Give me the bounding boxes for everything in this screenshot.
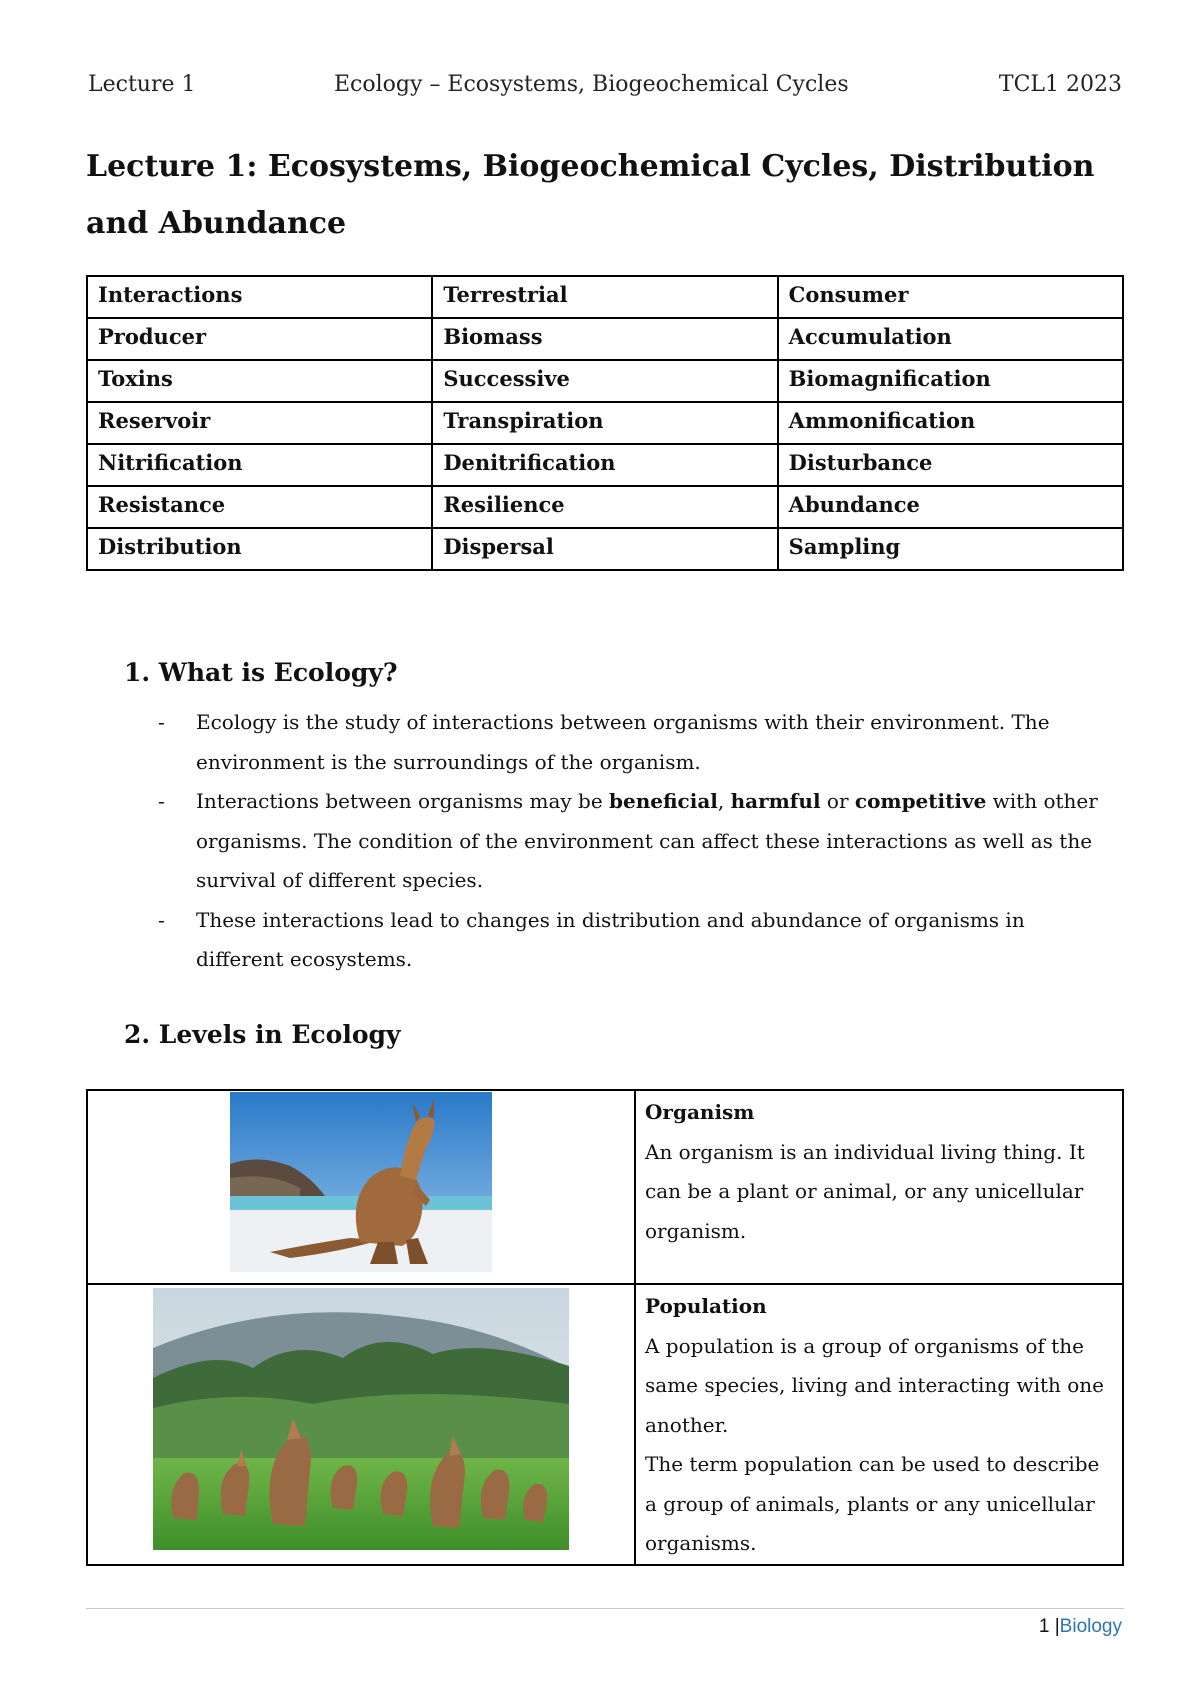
term-cell: Resistance	[87, 486, 432, 528]
term-cell: Transpiration	[432, 402, 777, 444]
bold-term-harmful: harmful	[730, 789, 821, 813]
term-cell: Resilience	[432, 486, 777, 528]
bullet-dash: -	[158, 789, 165, 813]
bullet-text-separator: or	[820, 789, 855, 813]
term-cell: Terrestrial	[432, 276, 777, 318]
bold-term-beneficial: beneficial	[609, 789, 718, 813]
term-cell: Consumer	[778, 276, 1123, 318]
table-row	[87, 360, 1123, 402]
level-title-population: Population	[645, 1294, 767, 1318]
kangaroo-on-beach-image	[230, 1092, 492, 1272]
term-cell: Disturbance	[778, 444, 1123, 486]
image-cell	[87, 1090, 635, 1284]
table-row-organism	[87, 1090, 1123, 1284]
term-cell: Reservoir	[87, 402, 432, 444]
term-cell: Ammonification	[778, 402, 1123, 444]
footer-divider	[86, 1608, 1124, 1609]
level-text-population-definition: A population is a group of organisms of the same species, living and interacting with one another.	[645, 1333, 1105, 1437]
table-row-population	[87, 1284, 1123, 1565]
footer-separator: |	[1054, 1616, 1060, 1637]
image-cell	[87, 1284, 635, 1565]
bullet-text: Ecology is the study of interactions between organisms with their environment. The environment is the surroundings of the organism.	[196, 710, 1050, 774]
term-cell: Biomass	[432, 318, 777, 360]
term-cell: Successive	[432, 360, 777, 402]
term-cell: Biomagnification	[778, 360, 1123, 402]
list-item	[158, 901, 1118, 980]
level-title-organism: Organism	[645, 1100, 755, 1124]
list-item	[158, 782, 1118, 901]
kangaroo-herd-image	[153, 1288, 569, 1550]
term-cell: Toxins	[87, 360, 432, 402]
table-row	[87, 276, 1123, 318]
term-cell: Distribution	[87, 528, 432, 570]
term-cell: Nitrification	[87, 444, 432, 486]
term-cell: Denitrification	[432, 444, 777, 486]
bullet-dash: -	[158, 710, 165, 734]
term-cell: Sampling	[778, 528, 1123, 570]
header-topic: Ecology – Ecosystems, Biogeochemical Cycles	[334, 72, 849, 97]
levels-table	[86, 1089, 1124, 1566]
page-footer	[1039, 1616, 1122, 1638]
bullet-text-intro: Interactions between organisms may be	[196, 789, 610, 813]
table-row	[87, 444, 1123, 486]
document-title: Lecture 1: Ecosystems, Biogeochemical Cycles, Distribution and Abundance	[86, 149, 1095, 241]
bullet-dash: -	[158, 907, 165, 932]
level-text-organism: An organism is an individual living thing. It can be a plant or animal, or any unicellular organism.	[645, 1139, 1085, 1243]
footer-subject: Biology	[1059, 1616, 1122, 1637]
bullet-text-rest: with other organisms. The condition of the environment can affect these interactions as well as the survival of different species.	[196, 789, 1098, 892]
table-row	[87, 402, 1123, 444]
table-row	[87, 486, 1123, 528]
bullet-text: These interactions lead to changes in distribution and abundance of organisms in different ecosystems.	[196, 907, 1025, 971]
term-cell: Interactions	[87, 276, 432, 318]
term-cell: Dispersal	[432, 528, 777, 570]
bullet-text-separator: ,	[717, 789, 731, 813]
level-text-population-usage: The term population can be used to describe a group of animals, plants or any unicellular organisms.	[645, 1452, 1100, 1555]
header-lecture-label: Lecture 1	[88, 72, 196, 97]
level-description-cell	[635, 1090, 1123, 1284]
table-row	[87, 318, 1123, 360]
term-cell: Producer	[87, 318, 432, 360]
level-description-cell	[635, 1284, 1123, 1565]
term-cell: Abundance	[778, 486, 1123, 528]
table-row	[87, 528, 1123, 570]
key-terms-table	[86, 275, 1124, 571]
header-course-code: TCL1 2023	[998, 72, 1122, 97]
term-cell: Accumulation	[778, 318, 1123, 360]
list-item	[158, 703, 1118, 782]
section-heading-what-is-ecology: 1. What is Ecology?	[124, 658, 398, 687]
page-number: 1	[1038, 1616, 1050, 1637]
bold-term-competitive: competitive	[854, 789, 987, 813]
ecology-bullet-list	[158, 703, 1118, 980]
section-heading-levels-in-ecology: 2. Levels in Ecology	[124, 1020, 401, 1049]
